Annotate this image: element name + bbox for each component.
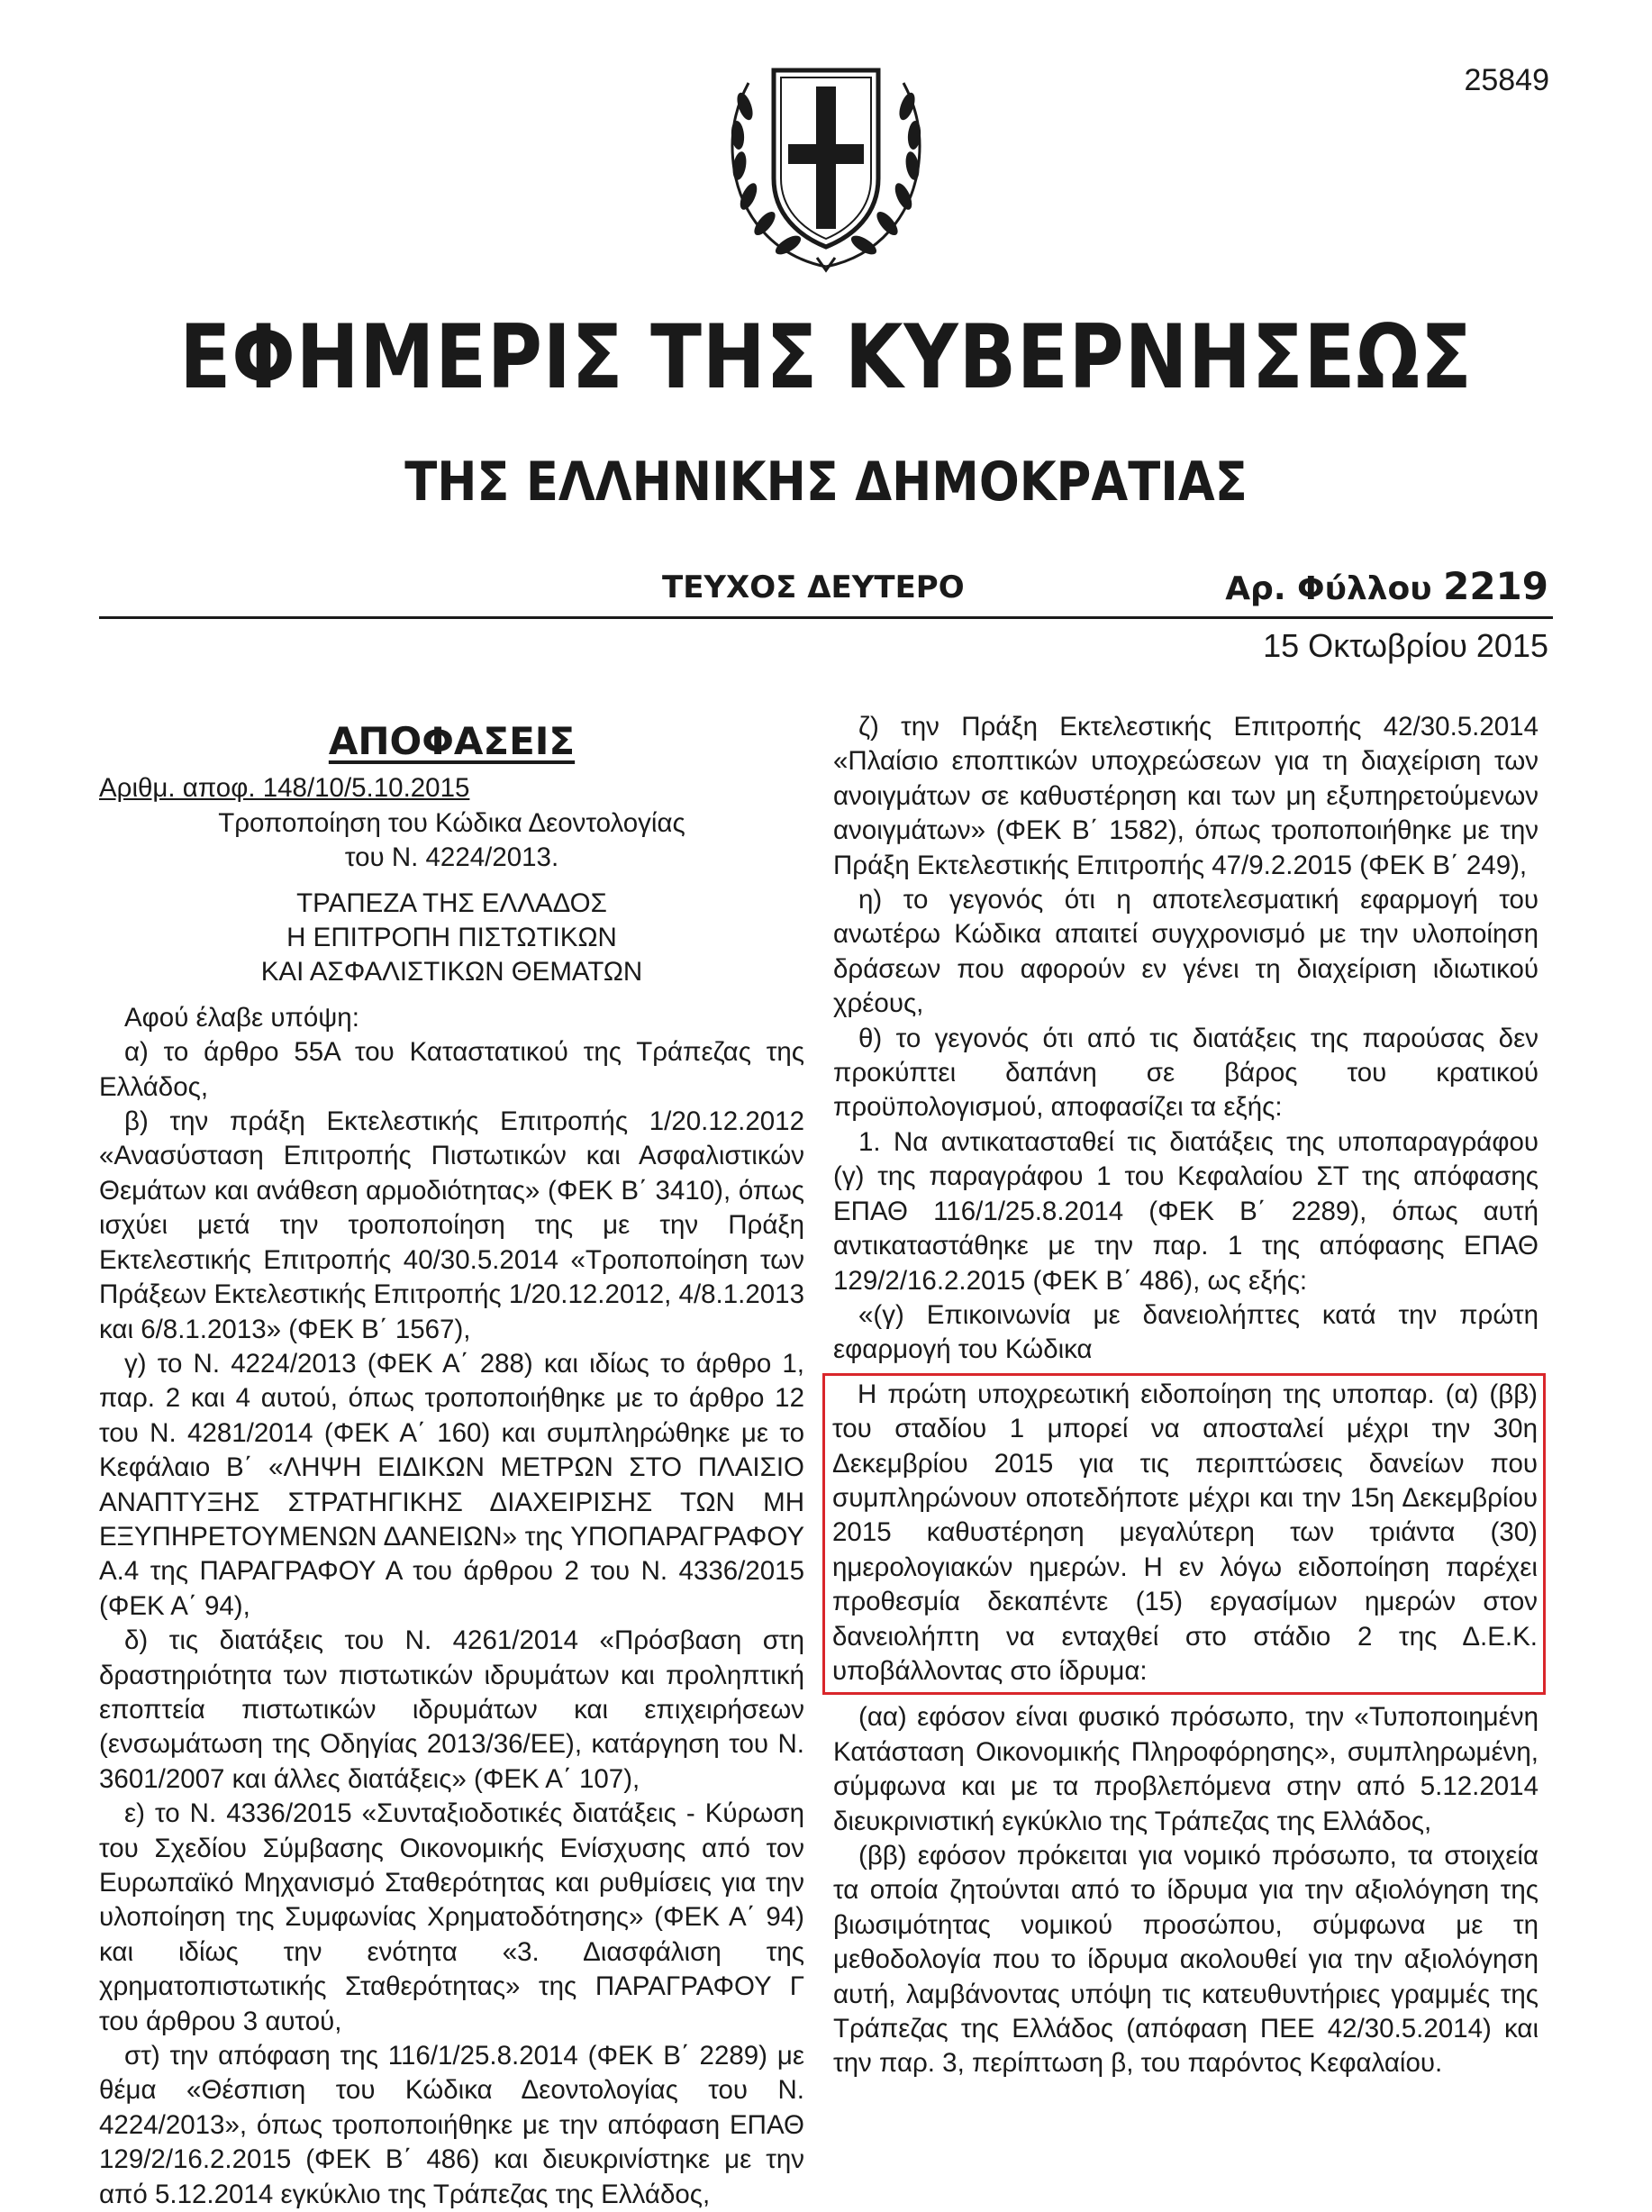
- decision-article-1: 1. Να αντικατασταθεί τις διατάξεις της υποπαραγράφου (γ) της παραγράφου 1 του Κεφαλαίου ΣΤ της απόφασης ΕΠΑΘ 116/1/25.8.2014 (ΦΕΚ Β΄ 2289), όπως αυτή αντικαταστάθηκε με την παρ. 1 της απόφασης ΕΠΑΘ 129/2/16.2.2015 (ΦΕΚ Β΄ 486), ως εξής:: [833, 1126, 1539, 1296]
- issue-type: ΤΕΥΧΟΣ ΔΕΥΤΕΡΟ: [662, 569, 965, 605]
- provision-item: (ββ) εφόσον πρόκειται για νομικό πρόσωπο, τα στοιχεία τα οποία ζητούνται από το ίδρυμα για την αξιολόγηση της βιωσιμότητας νομικού προσώπου, σύμφωνα με τη μεθοδολογία που το ίδρυμα ακολουθεί για την αξιολόγηση αυτή, λαμβάνοντας υπόψη τις κατευθυντήριες γραμμές της Τράπεζας της Ελλάδος (απόφαση ΠΕΕ 42/30.5.2014) και την παρ. 3, περίπτωση β, του παρόντος Κεφαλαίου.: [833, 1841, 1539, 2079]
- decision-number: Αριθμ. αποφ. 148/10/5.10.2015: [99, 773, 470, 804]
- issuer-line-1: ΤΡΑΠΕΖΑ ΤΗΣ ΕΛΛΑΔΟΣ: [296, 888, 607, 918]
- consideration-item: ε) το Ν. 4336/2015 «Συνταξιοδοτικές διατάξεις - Κύρωση του Σχεδίου Σύμβασης Οικονομικής Ενίσχυσης από τον Ευρωπαϊκό Μηχανισμό Σταθερότητας και ρυθμίσεις για την υλοποίηση της Συμφωνίας Χρηματοδότησης» (ΦΕΚ Α΄ 94) και ιδίως την ενότητα «3. Διασφάλιση της χρηματοπιστωτικής Σταθερότητας» της ΠΑΡΑΓΡΑΦΟΥ Γ του άρθρου 3 αυτού,: [99, 1798, 804, 2036]
- left-column: [99, 710, 804, 2212]
- section-title: ΑΠΟΦΑΣΕΙΣ: [328, 719, 576, 763]
- consideration-item: στ) την απόφαση της 116/1/25.8.2014 (ΦΕΚ Β΄ 2289) με θέμα «Θέσπιση του Κώδικα Δεοντολογίας του Ν. 4224/2013», όπως τροποποιήθηκε με την απόφαση ΕΠΑΘ 129/2/16.2.2015 (ΦΕΚ Β΄ 486) και διευκρινίστηκε με την από 5.12.2014 εγκύκλιο της Τράπεζας της Ελλάδος,: [99, 2041, 804, 2209]
- highlighted-paragraph-box: [822, 1373, 1546, 1696]
- issuer-line-3: ΚΑΙ ΑΣΦΑΛΙΣΤΙΚΩΝ ΘΕΜΑΤΩΝ: [260, 957, 643, 988]
- newspaper-title: ΕΦΗΜΕΡΙΣ ΤΗΣ ΚΥΒΕΡΝΗΣΕΩΣ: [179, 306, 1473, 409]
- decision-subject-line-2: του Ν. 4224/2013.: [344, 842, 559, 873]
- consideration-item: δ) τις διατάξεις του Ν. 4261/2014 «Πρόσβαση στη δραστηριότητα των πιστωτικών ιδρυμάτων και προληπτική εποπτεία πιστωτικών ιδρυμάτων και επιχειρήσεων (ενσωμάτωση της Οδηγίας 2013/36/ΕΕ), κατάργηση του Ν. 3601/2007 και άλλες διατάξεις» (ΦΕΚ Α΄ 107),: [99, 1625, 804, 1794]
- newspaper-subtitle: ΤΗΣ ΕΛΛΗΝΙΚΗΣ ΔΗΜΟΚΡΑΤΙΑΣ: [404, 451, 1248, 514]
- highlighted-paragraph: Η πρώτη υποχρεωτική ειδοποίηση της υποπαρ. (α) (ββ) του σταδίου 1 μπορεί να αποσταλεί μέχρι την 30η Δεκεμβρίου 2015 για τις περιπτώσεις δανείων που συμπληρώνουν οποτεδήποτε μέχρι και την 15η Δεκεμβρίου 2015 καθυστέρηση μεγαλύτερη των τριάντα (30) ημερολογιακών ημερών. Η εν λόγω ειδοποίηση παρέχει προθεσμία δεκαπέντε (15) εργασίμων ημερών στον δανειολήπτη να ενταχθεί στο στάδιο 2 της Δ.Ε.Κ. υποβάλλοντας στο ίδρυμα:: [832, 1379, 1538, 1686]
- right-column: [833, 710, 1539, 2081]
- consideration-item: η) το γεγονός ότι η αποτελεσματική εφαρμογή του ανωτέρω Κώδικα απαιτεί συγχρονισμό με την υλοποίηση δράσεων που αφορούν εν γένει τη διαχείριση ιδιωτικού χρέους,: [833, 885, 1539, 1019]
- subsection-heading: «(γ) Επικοινωνία με δανειολήπτες κατά την πρώτη εφαρμογή του Κώδικα: [833, 1299, 1539, 1365]
- consideration-item: θ) το γεγονός ότι από τις διατάξεις της παρούσας δεν προκύπτει δαπάνη σε βάρος του κρατικού προϋπολογισμού, αποφασίζει τα εξής:: [833, 1023, 1539, 1123]
- provision-item: (αα) εφόσον είναι φυσικό πρόσωπο, την «Τυποποιημένη Κατάσταση Οικονομικής Πληροφόρησης», συμπληρωμένη, σύμφωνα και με τα προβλεπόμενα στην από 5.12.2014 διευκρινιστική εγκύκλιο της Τράπεζας της Ελλάδος,: [833, 1702, 1539, 1836]
- sheet-number-value: 2219: [1443, 564, 1548, 608]
- consideration-item: α) το άρθρο 55Α του Καταστατικού της Τράπεζας της Ελλάδος,: [99, 1037, 804, 1102]
- greek-coat-of-arms-icon: [709, 43, 943, 285]
- sheet-number: [1225, 564, 1548, 608]
- consideration-item: β) την πράξη Εκτελεστικής Επιτροπής 1/20.12.2012 «Ανασύσταση Επιτροπής Πιστωτικών και Ασφαλιστικών Θεμάτων και ανάθεση αρμοδιότητας» (ΦΕΚ Β΄ 3410), όπως ισχύει μετά την τροποποίηση της με την Πράξη Εκτελεστικής Επιτροπής 40/30.5.2014 «Τροποποίηση των Πράξεων Εκτελεστικής Επιτροπής 1/20.12.2012, 4/8.1.2013 και 6/8.1.2013» (ΦΕΚ Β΄ 1567),: [99, 1106, 804, 1344]
- sheet-number-label: Αρ. Φύλλου: [1225, 570, 1432, 607]
- decision-number-line: [99, 771, 804, 806]
- decision-subject-line-1: Τροποποίηση του Κώδικα Δεοντολογίας: [218, 807, 685, 838]
- consideration-item: ζ) την Πράξη Εκτελεστικής Επιτροπής 42/30.5.2014 «Πλαίσιο εποπτικών υποχρεώσεων για τη διαχείριση των ανοιγμάτων σε καθυστέρηση και των μη εξυπηρετούμενων ανοιγμάτων» (ΦΕΚ Β΄ 1582), όπως τροποποιήθηκε με την Πράξη Εκτελεστικής Επιτροπής 47/9.2.2015 (ΦΕΚ Β΄ 249),: [833, 712, 1539, 880]
- issuer-line-2: Η ΕΠΙΤΡΟΠΗ ΠΙΣΤΩΤΙΚΩΝ: [286, 923, 617, 953]
- consideration-item: γ) το Ν. 4224/2013 (ΦΕΚ Α΄ 288) και ιδίως το άρθρο 1, παρ. 2 και 4 αυτού, όπως τροποποιήθηκε με το άρθρο 12 του Ν. 4281/2014 (ΦΕΚ Α΄ 160) και συμπληρώθηκε με το Κεφάλαιο Β΄ «ΛΗΨΗ ΕΙΔΙΚΩΝ ΜΕΤΡΩΝ ΣΤΟ ΠΛΑΙΣΙΟ ΑΝΑΠΤΥΞΗΣ ΣΤΡΑΤΗΓΙΚΗΣ ΔΙΑΧΕΙΡΙΣΗΣ ΤΩΝ ΜΗ ΕΞΥΠΗΡΕΤΟΥΜΕΝΩΝ ΔΑΝΕΙΩΝ» της ΥΠΟΠΑΡΑΓΡΑΦΟΥ Α.4 της ΠΑΡΑΓΡΑΦΟΥ Α του άρθρου 2 του Ν. 4336/2015 (ΦΕΚ Α΄ 94),: [99, 1348, 804, 1621]
- issue-date: 15 Οκτωβρίου 2015: [1263, 627, 1548, 664]
- considerations-intro: Αφού έλαβε υπόψη:: [124, 1002, 359, 1033]
- page-number: 25849: [1464, 63, 1549, 97]
- header-divider: [99, 616, 1553, 619]
